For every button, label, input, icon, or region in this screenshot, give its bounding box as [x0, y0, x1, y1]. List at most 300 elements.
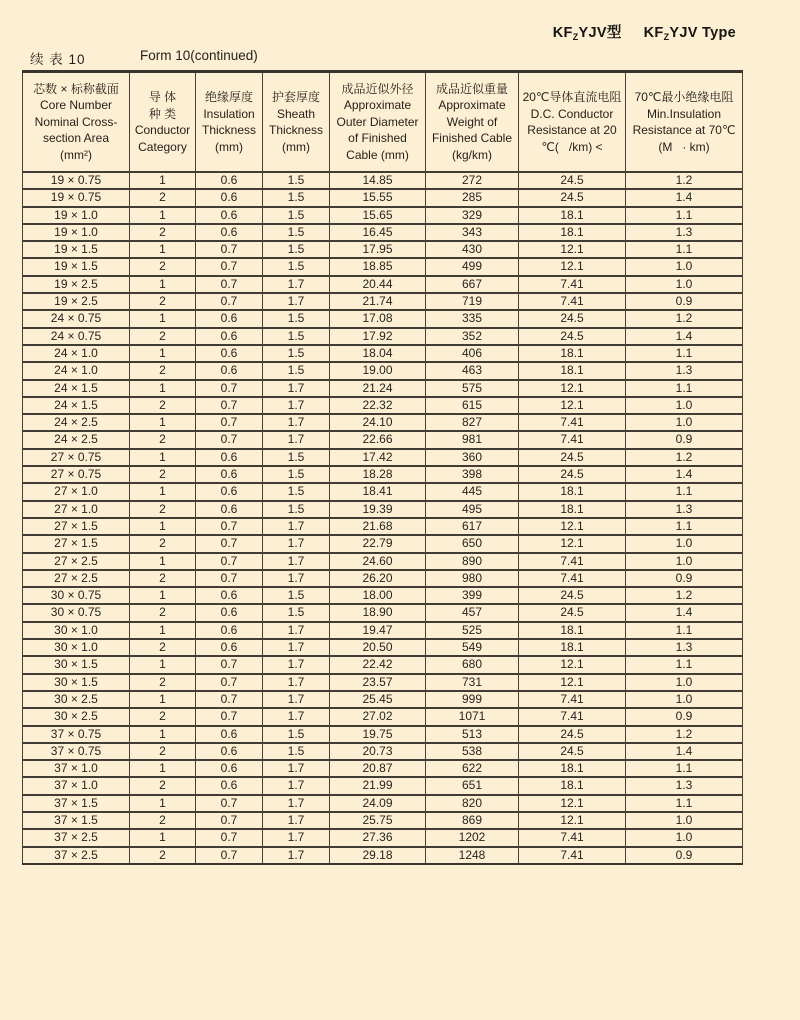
- table-cell-min-insulation-resistance: 1.0: [626, 258, 743, 275]
- table-cell-core-number-nominal-cross-section: 37 × 0.75: [23, 743, 130, 760]
- table-cell-min-insulation-resistance: 1.1: [626, 795, 743, 812]
- table-cell-approx-weight: 343: [426, 224, 519, 241]
- type-en-prefix: KF: [643, 25, 664, 41]
- table-cell-insulation-thickness: 0.6: [196, 501, 263, 518]
- table-cell-core-number-nominal-cross-section: 19 × 1.0: [23, 224, 130, 241]
- table-cell-insulation-thickness: 0.7: [196, 708, 263, 725]
- table-cell-insulation-thickness: 0.6: [196, 726, 263, 743]
- table-cell-sheath-thickness: 1.7: [263, 656, 330, 673]
- table-cell-conductor-category: 2: [130, 362, 196, 379]
- table-cell-approx-outer-diameter: 16.45: [330, 224, 426, 241]
- table-cell-approx-outer-diameter: 18.28: [330, 466, 426, 483]
- table-row: [23, 726, 743, 743]
- table-cell-insulation-thickness: 0.7: [196, 674, 263, 691]
- table-row: [23, 708, 743, 725]
- table-cell-approx-outer-diameter: 17.08: [330, 310, 426, 327]
- table-cell-core-number-nominal-cross-section: 27 × 1.5: [23, 518, 130, 535]
- table-cell-conductor-category: 2: [130, 293, 196, 310]
- header-line: 护套厚度: [271, 90, 320, 104]
- table-row: [23, 293, 743, 310]
- table-cell-conductor-category: 1: [130, 345, 196, 362]
- header-line: (mm): [282, 139, 310, 154]
- table-cell-insulation-thickness: 0.7: [196, 518, 263, 535]
- table-cell-conductor-category: 2: [130, 743, 196, 760]
- table-cell-insulation-thickness: 0.6: [196, 328, 263, 345]
- table-cell-conductor-category: 2: [130, 189, 196, 206]
- table-body: [23, 172, 743, 864]
- table-cell-approx-outer-diameter: 21.68: [330, 518, 426, 535]
- table-cell-sheath-thickness: 1.7: [263, 674, 330, 691]
- table-cell-min-insulation-resistance: 1.1: [626, 207, 743, 224]
- table-cell-min-insulation-resistance: 1.2: [626, 587, 743, 604]
- table-cell-core-number-nominal-cross-section: 27 × 1.5: [23, 535, 130, 552]
- table-row: [23, 258, 743, 275]
- table-cell-conductor-category: 1: [130, 622, 196, 639]
- table-cell-dc-conductor-resistance: 24.5: [519, 466, 626, 483]
- table-row: [23, 380, 743, 397]
- table-cell-core-number-nominal-cross-section: 37 × 0.75: [23, 726, 130, 743]
- table-cell-insulation-thickness: 0.6: [196, 743, 263, 760]
- table-cell-core-number-nominal-cross-section: 19 × 1.0: [23, 207, 130, 224]
- table-cell-conductor-category: 1: [130, 414, 196, 431]
- table-cell-approx-outer-diameter: 17.42: [330, 449, 426, 466]
- table-cell-min-insulation-resistance: 0.9: [626, 570, 743, 587]
- table-cell-sheath-thickness: 1.7: [263, 708, 330, 725]
- table-cell-approx-outer-diameter: 18.41: [330, 483, 426, 500]
- table-row: [23, 691, 743, 708]
- table-cell-core-number-nominal-cross-section: 30 × 1.5: [23, 674, 130, 691]
- table-cell-min-insulation-resistance: 1.3: [626, 639, 743, 656]
- table-cell-core-number-nominal-cross-section: 24 × 1.5: [23, 380, 130, 397]
- table-cell-conductor-category: 1: [130, 829, 196, 846]
- header-line: Outer Diameter: [336, 114, 419, 129]
- table-cell-dc-conductor-resistance: 18.1: [519, 501, 626, 518]
- table-cell-insulation-thickness: 0.7: [196, 397, 263, 414]
- table-cell-sheath-thickness: 1.5: [263, 172, 330, 189]
- table-cell-approx-weight: 463: [426, 362, 519, 379]
- table-cell-insulation-thickness: 0.6: [196, 760, 263, 777]
- table-cell-core-number-nominal-cross-section: 37 × 1.5: [23, 812, 130, 829]
- table-cell-core-number-nominal-cross-section: 37 × 2.5: [23, 829, 130, 846]
- table-row: [23, 847, 743, 864]
- table-cell-insulation-thickness: 0.7: [196, 431, 263, 448]
- table-cell-conductor-category: 1: [130, 310, 196, 327]
- table-cell-min-insulation-resistance: 1.1: [626, 760, 743, 777]
- table-cell-sheath-thickness: 1.5: [263, 483, 330, 500]
- table-cell-dc-conductor-resistance: 12.1: [519, 397, 626, 414]
- table-cell-sheath-thickness: 1.5: [263, 362, 330, 379]
- table-cell-approx-weight: 399: [426, 587, 519, 604]
- table-cell-dc-conductor-resistance: 12.1: [519, 795, 626, 812]
- table-cell-conductor-category: 2: [130, 674, 196, 691]
- table-cell-min-insulation-resistance: 0.9: [626, 847, 743, 864]
- table-cell-approx-outer-diameter: 18.90: [330, 604, 426, 621]
- table-cell-approx-outer-diameter: 19.47: [330, 622, 426, 639]
- header-line: 20℃导体直流电阻: [522, 90, 622, 104]
- table-cell-sheath-thickness: 1.5: [263, 345, 330, 362]
- table-cell-conductor-category: 2: [130, 466, 196, 483]
- header-cell-dc-conductor-resistance: [519, 72, 626, 173]
- table-cell-insulation-thickness: 0.7: [196, 847, 263, 864]
- header-cell-core-number-nominal-cross-section: [23, 72, 130, 173]
- table-cell-approx-outer-diameter: 23.57: [330, 674, 426, 691]
- table-cell-insulation-thickness: 0.6: [196, 224, 263, 241]
- table-cell-insulation-thickness: 0.6: [196, 483, 263, 500]
- table-cell-conductor-category: 2: [130, 397, 196, 414]
- header-line: 芯数 × 标称截面: [33, 81, 119, 96]
- table-cell-insulation-thickness: 0.6: [196, 587, 263, 604]
- table-cell-min-insulation-resistance: 1.4: [626, 189, 743, 206]
- table-cell-approx-weight: 1071: [426, 708, 519, 725]
- header-line: Resistance at 70℃: [632, 123, 736, 137]
- table-cell-conductor-category: 1: [130, 449, 196, 466]
- table-cell-insulation-thickness: 0.6: [196, 449, 263, 466]
- table-cell-core-number-nominal-cross-section: 30 × 0.75: [23, 604, 130, 621]
- table-cell-insulation-thickness: 0.7: [196, 535, 263, 552]
- table-cell-insulation-thickness: 0.6: [196, 345, 263, 362]
- continued-caption-cn: 续 表 10: [30, 52, 86, 67]
- table-cell-approx-weight: 667: [426, 276, 519, 293]
- table-cell-approx-weight: 406: [426, 345, 519, 362]
- table-cell-dc-conductor-resistance: 18.1: [519, 224, 626, 241]
- table-cell-insulation-thickness: 0.7: [196, 812, 263, 829]
- table-cell-approx-weight: 869: [426, 812, 519, 829]
- table-cell-core-number-nominal-cross-section: 24 × 1.0: [23, 362, 130, 379]
- table-cell-min-insulation-resistance: 0.9: [626, 431, 743, 448]
- table-row: [23, 189, 743, 206]
- table-cell-approx-weight: 731: [426, 674, 519, 691]
- table-cell-conductor-category: 1: [130, 587, 196, 604]
- table-cell-core-number-nominal-cross-section: 30 × 1.0: [23, 622, 130, 639]
- table-cell-dc-conductor-resistance: 7.41: [519, 829, 626, 846]
- table-cell-approx-outer-diameter: 24.10: [330, 414, 426, 431]
- table-cell-approx-weight: 495: [426, 501, 519, 518]
- table-cell-core-number-nominal-cross-section: 24 × 2.5: [23, 414, 130, 431]
- table-cell-dc-conductor-resistance: 18.1: [519, 622, 626, 639]
- table-cell-approx-outer-diameter: 20.73: [330, 743, 426, 760]
- table-cell-approx-outer-diameter: 20.50: [330, 639, 426, 656]
- header-line: (kg/km): [452, 147, 492, 162]
- header-line: section Area: [42, 131, 110, 146]
- table-cell-sheath-thickness: 1.7: [263, 380, 330, 397]
- table-cell-approx-weight: 890: [426, 553, 519, 570]
- table-cell-min-insulation-resistance: 1.1: [626, 518, 743, 535]
- table-cell-min-insulation-resistance: 1.2: [626, 172, 743, 189]
- table-row: [23, 397, 743, 414]
- table-cell-min-insulation-resistance: 1.0: [626, 414, 743, 431]
- table-cell-approx-outer-diameter: 20.87: [330, 760, 426, 777]
- table-cell-approx-weight: 981: [426, 431, 519, 448]
- table-cell-insulation-thickness: 0.6: [196, 362, 263, 379]
- table-cell-approx-weight: 285: [426, 189, 519, 206]
- table-cell-min-insulation-resistance: 1.0: [626, 276, 743, 293]
- table-cell-conductor-category: 2: [130, 812, 196, 829]
- table-cell-insulation-thickness: 0.7: [196, 656, 263, 673]
- table-cell-min-insulation-resistance: 0.9: [626, 708, 743, 725]
- table-cell-approx-weight: 650: [426, 535, 519, 552]
- table-cell-min-insulation-resistance: 1.1: [626, 622, 743, 639]
- table-cell-sheath-thickness: 1.7: [263, 829, 330, 846]
- table-row: [23, 587, 743, 604]
- table-cell-min-insulation-resistance: 1.0: [626, 674, 743, 691]
- table-cell-approx-weight: 719: [426, 293, 519, 310]
- table-cell-conductor-category: 1: [130, 380, 196, 397]
- header-line: of Finished: [348, 131, 407, 146]
- header-line: Approximate: [343, 98, 412, 113]
- table-cell-sheath-thickness: 1.7: [263, 812, 330, 829]
- table-cell-min-insulation-resistance: 1.4: [626, 328, 743, 345]
- header-line: 成品近似重量: [435, 81, 508, 96]
- table-cell-sheath-thickness: 1.7: [263, 397, 330, 414]
- header-cell-min-insulation-resistance: [626, 72, 743, 173]
- table-row: [23, 760, 743, 777]
- table-cell-approx-weight: 622: [426, 760, 519, 777]
- table-cell-core-number-nominal-cross-section: 24 × 1.5: [23, 397, 130, 414]
- table-cell-dc-conductor-resistance: 24.5: [519, 189, 626, 206]
- type-en-suffix: YJV Type: [669, 25, 736, 41]
- table-cell-dc-conductor-resistance: 18.1: [519, 362, 626, 379]
- table-cell-approx-weight: 525: [426, 622, 519, 639]
- table-cell-conductor-category: 1: [130, 276, 196, 293]
- table-cell-core-number-nominal-cross-section: 19 × 2.5: [23, 276, 130, 293]
- table-cell-approx-weight: 980: [426, 570, 519, 587]
- table-cell-approx-outer-diameter: 27.36: [330, 829, 426, 846]
- table-cell-approx-outer-diameter: 25.75: [330, 812, 426, 829]
- table-cell-min-insulation-resistance: 1.0: [626, 553, 743, 570]
- table-cell-sheath-thickness: 1.5: [263, 310, 330, 327]
- table-cell-conductor-category: 1: [130, 656, 196, 673]
- table-cell-dc-conductor-resistance: 12.1: [519, 535, 626, 552]
- header-line: Min.Insulation: [646, 106, 722, 121]
- header-line: Nominal Cross-: [34, 114, 118, 129]
- table-cell-dc-conductor-resistance: 7.41: [519, 553, 626, 570]
- table-cell-conductor-category: 1: [130, 172, 196, 189]
- table-cell-core-number-nominal-cross-section: 27 × 0.75: [23, 466, 130, 483]
- header-line: Insulation: [203, 106, 255, 121]
- table-cell-core-number-nominal-cross-section: 27 × 1.0: [23, 501, 130, 518]
- table-cell-insulation-thickness: 0.6: [196, 604, 263, 621]
- table-cell-approx-outer-diameter: 17.95: [330, 241, 426, 258]
- table-cell-sheath-thickness: 1.5: [263, 207, 330, 224]
- table-cell-approx-weight: 360: [426, 449, 519, 466]
- table-cell-sheath-thickness: 1.7: [263, 293, 330, 310]
- table-cell-insulation-thickness: 0.7: [196, 276, 263, 293]
- table-cell-dc-conductor-resistance: 24.5: [519, 449, 626, 466]
- table-cell-core-number-nominal-cross-section: 19 × 2.5: [23, 293, 130, 310]
- table-cell-dc-conductor-resistance: 12.1: [519, 518, 626, 535]
- table-cell-core-number-nominal-cross-section: 24 × 0.75: [23, 328, 130, 345]
- table-cell-sheath-thickness: 1.5: [263, 604, 330, 621]
- table-cell-sheath-thickness: 1.7: [263, 760, 330, 777]
- table-cell-approx-outer-diameter: 15.65: [330, 207, 426, 224]
- cable-spec-table: [22, 70, 743, 865]
- table-cell-approx-outer-diameter: 22.79: [330, 535, 426, 552]
- table-cell-min-insulation-resistance: 1.0: [626, 397, 743, 414]
- table-cell-min-insulation-resistance: 1.1: [626, 241, 743, 258]
- table-row: [23, 812, 743, 829]
- table-cell-insulation-thickness: 0.6: [196, 207, 263, 224]
- header-line: (mm): [215, 139, 243, 154]
- table-cell-dc-conductor-resistance: 24.5: [519, 726, 626, 743]
- table-row: [23, 362, 743, 379]
- table-cell-sheath-thickness: 1.5: [263, 258, 330, 275]
- table-cell-core-number-nominal-cross-section: 24 × 2.5: [23, 431, 130, 448]
- table-cell-insulation-thickness: 0.7: [196, 570, 263, 587]
- table-cell-core-number-nominal-cross-section: 37 × 1.5: [23, 795, 130, 812]
- table-cell-approx-weight: 1202: [426, 829, 519, 846]
- table-cell-insulation-thickness: 0.6: [196, 777, 263, 794]
- table-cell-sheath-thickness: 1.5: [263, 189, 330, 206]
- header-line: D.C. Conductor: [530, 106, 614, 121]
- table-cell-approx-outer-diameter: 29.18: [330, 847, 426, 864]
- table-row: [23, 431, 743, 448]
- table-cell-sheath-thickness: 1.7: [263, 691, 330, 708]
- cable-type-title: [553, 21, 736, 42]
- table-cell-insulation-thickness: 0.7: [196, 795, 263, 812]
- table-cell-dc-conductor-resistance: 24.5: [519, 587, 626, 604]
- header-line: 70℃最小绝缘电阻: [634, 90, 734, 104]
- table-cell-approx-weight: 329: [426, 207, 519, 224]
- table-cell-min-insulation-resistance: 1.4: [626, 743, 743, 760]
- table-cell-sheath-thickness: 1.7: [263, 795, 330, 812]
- table-cell-conductor-category: 1: [130, 760, 196, 777]
- table-cell-dc-conductor-resistance: 24.5: [519, 172, 626, 189]
- table-cell-sheath-thickness: 1.5: [263, 328, 330, 345]
- table-cell-dc-conductor-resistance: 12.1: [519, 258, 626, 275]
- table-cell-insulation-thickness: 0.6: [196, 466, 263, 483]
- table-cell-approx-outer-diameter: 27.02: [330, 708, 426, 725]
- table-cell-min-insulation-resistance: 1.2: [626, 310, 743, 327]
- table-row: [23, 345, 743, 362]
- table-cell-dc-conductor-resistance: 7.41: [519, 276, 626, 293]
- table-cell-dc-conductor-resistance: 18.1: [519, 345, 626, 362]
- table-cell-approx-outer-diameter: 21.24: [330, 380, 426, 397]
- table-cell-insulation-thickness: 0.6: [196, 189, 263, 206]
- table-cell-approx-outer-diameter: 20.44: [330, 276, 426, 293]
- table-cell-core-number-nominal-cross-section: 37 × 2.5: [23, 847, 130, 864]
- header-line: Category: [138, 139, 187, 154]
- table-cell-approx-weight: 651: [426, 777, 519, 794]
- table-cell-min-insulation-resistance: 1.0: [626, 829, 743, 846]
- table-row: [23, 224, 743, 241]
- table-cell-insulation-thickness: 0.6: [196, 622, 263, 639]
- table-row: [23, 501, 743, 518]
- header-line: (mm²): [60, 147, 92, 162]
- table-cell-approx-outer-diameter: 14.85: [330, 172, 426, 189]
- table-cell-core-number-nominal-cross-section: 27 × 2.5: [23, 570, 130, 587]
- table-cell-core-number-nominal-cross-section: 30 × 0.75: [23, 587, 130, 604]
- table-cell-approx-outer-diameter: 22.32: [330, 397, 426, 414]
- table-cell-min-insulation-resistance: 1.3: [626, 777, 743, 794]
- table-cell-conductor-category: 2: [130, 639, 196, 656]
- table-cell-conductor-category: 2: [130, 501, 196, 518]
- table-row: [23, 795, 743, 812]
- table-cell-min-insulation-resistance: 1.4: [626, 604, 743, 621]
- header-line: Cable (mm): [346, 147, 409, 162]
- table-cell-insulation-thickness: 0.7: [196, 293, 263, 310]
- table-cell-core-number-nominal-cross-section: 19 × 0.75: [23, 172, 130, 189]
- table-cell-min-insulation-resistance: 1.0: [626, 535, 743, 552]
- table-cell-dc-conductor-resistance: 12.1: [519, 656, 626, 673]
- table-cell-dc-conductor-resistance: 12.1: [519, 674, 626, 691]
- header-line: Sheath: [276, 106, 316, 121]
- table-cell-approx-weight: 445: [426, 483, 519, 500]
- table-cell-approx-outer-diameter: 18.00: [330, 587, 426, 604]
- table-cell-sheath-thickness: 1.5: [263, 726, 330, 743]
- table-cell-approx-outer-diameter: 21.74: [330, 293, 426, 310]
- table-row: [23, 604, 743, 621]
- table-cell-conductor-category: 2: [130, 258, 196, 275]
- table-cell-conductor-category: 2: [130, 777, 196, 794]
- table-cell-core-number-nominal-cross-section: 30 × 2.5: [23, 691, 130, 708]
- table-cell-insulation-thickness: 0.7: [196, 414, 263, 431]
- table-cell-min-insulation-resistance: 1.1: [626, 656, 743, 673]
- table-cell-approx-weight: 398: [426, 466, 519, 483]
- table-cell-conductor-category: 2: [130, 328, 196, 345]
- header-line: Core Number: [39, 98, 113, 113]
- table-cell-sheath-thickness: 1.7: [263, 518, 330, 535]
- table-cell-conductor-category: 1: [130, 483, 196, 500]
- table-cell-sheath-thickness: 1.5: [263, 501, 330, 518]
- table-cell-sheath-thickness: 1.5: [263, 224, 330, 241]
- table-cell-min-insulation-resistance: 1.3: [626, 362, 743, 379]
- table-cell-approx-outer-diameter: 22.42: [330, 656, 426, 673]
- table-cell-approx-outer-diameter: 24.60: [330, 553, 426, 570]
- table-cell-sheath-thickness: 1.7: [263, 847, 330, 864]
- table-cell-dc-conductor-resistance: 18.1: [519, 639, 626, 656]
- table-cell-dc-conductor-resistance: 24.5: [519, 328, 626, 345]
- table-cell-conductor-category: 1: [130, 553, 196, 570]
- table-cell-core-number-nominal-cross-section: 30 × 1.5: [23, 656, 130, 673]
- table-row: [23, 241, 743, 258]
- table-cell-core-number-nominal-cross-section: 37 × 1.0: [23, 760, 130, 777]
- table-cell-insulation-thickness: 0.7: [196, 241, 263, 258]
- header-cell-approx-weight: [426, 72, 519, 173]
- table-cell-dc-conductor-resistance: 24.5: [519, 743, 626, 760]
- table-cell-dc-conductor-resistance: 7.41: [519, 847, 626, 864]
- type-cn-prefix: KF: [552, 25, 573, 41]
- table-cell-insulation-thickness: 0.6: [196, 310, 263, 327]
- table-cell-dc-conductor-resistance: 18.1: [519, 207, 626, 224]
- table-cell-approx-weight: 615: [426, 397, 519, 414]
- table-row: [23, 535, 743, 552]
- table-cell-conductor-category: 2: [130, 604, 196, 621]
- table-cell-dc-conductor-resistance: 7.41: [519, 691, 626, 708]
- table-cell-dc-conductor-resistance: 24.5: [519, 310, 626, 327]
- table-cell-approx-weight: 457: [426, 604, 519, 621]
- table-cell-core-number-nominal-cross-section: 27 × 1.0: [23, 483, 130, 500]
- table-cell-approx-outer-diameter: 22.66: [330, 431, 426, 448]
- table-cell-sheath-thickness: 1.5: [263, 241, 330, 258]
- table-cell-insulation-thickness: 0.7: [196, 380, 263, 397]
- table-cell-conductor-category: 1: [130, 207, 196, 224]
- table-cell-core-number-nominal-cross-section: 24 × 1.0: [23, 345, 130, 362]
- table-cell-core-number-nominal-cross-section: 19 × 0.75: [23, 189, 130, 206]
- table-cell-conductor-category: 1: [130, 726, 196, 743]
- header-line: Thickness: [268, 123, 324, 137]
- table-cell-approx-weight: 430: [426, 241, 519, 258]
- table-row: [23, 328, 743, 345]
- table-cell-insulation-thickness: 0.6: [196, 639, 263, 656]
- table-row: [23, 172, 743, 189]
- table-cell-dc-conductor-resistance: 7.41: [519, 414, 626, 431]
- table-cell-conductor-category: 1: [130, 241, 196, 258]
- table-cell-approx-outer-diameter: 15.55: [330, 189, 426, 206]
- header-row: [23, 72, 743, 173]
- table-cell-dc-conductor-resistance: 7.41: [519, 708, 626, 725]
- table-cell-dc-conductor-resistance: 7.41: [519, 570, 626, 587]
- table-cell-approx-weight: 499: [426, 258, 519, 275]
